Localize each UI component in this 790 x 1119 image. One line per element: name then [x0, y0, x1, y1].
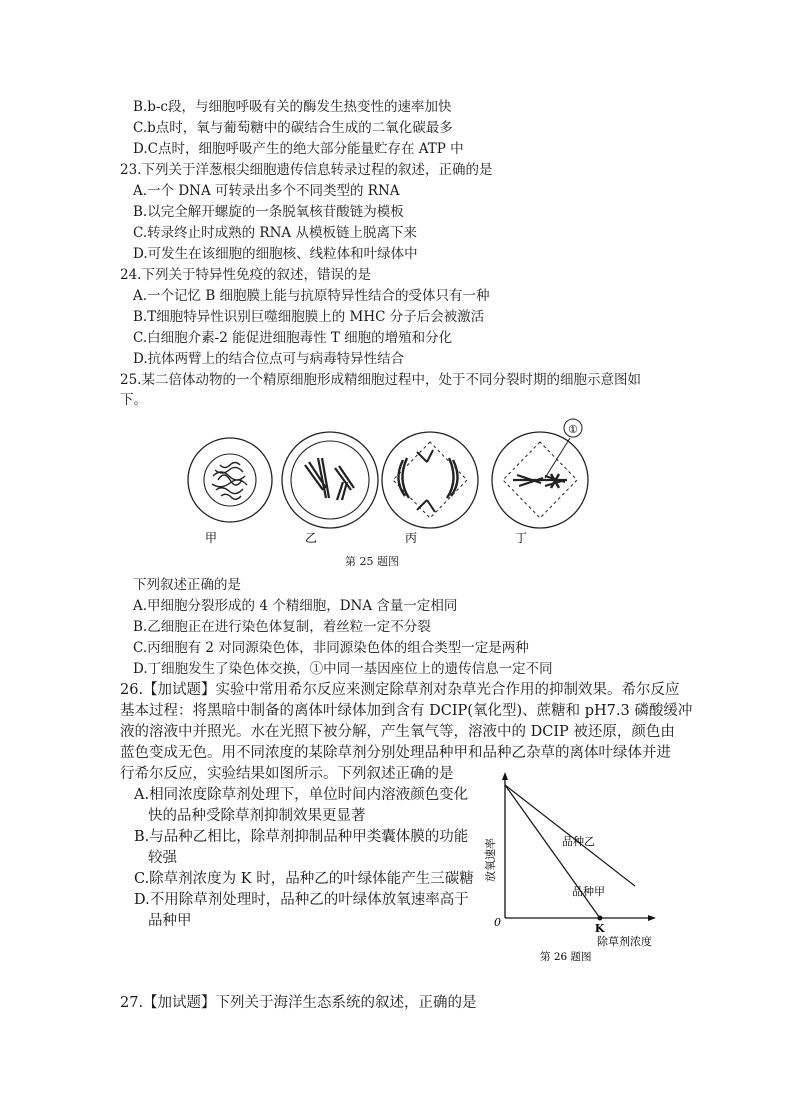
origin-label: 0: [494, 916, 501, 929]
label-ding: 丁: [515, 531, 528, 545]
q24-option-d: D.抗体两臂上的结合位点可与病毒特异性结合: [133, 351, 405, 367]
y-axis-label: 放氧速率: [484, 838, 497, 882]
q23-option-c: C.转录终止时成熟的 RNA 从模板链上脱离下来: [133, 225, 417, 241]
q25-option-c: C.丙细胞有 2 对同源染色体，非同源染色体的组合类型一定是两种: [133, 640, 529, 656]
q22-option-d: D.C点时，细胞呼吸产生的绝大部分能量贮存在 ATP 中: [133, 141, 464, 157]
y-axis-arrow: [502, 772, 508, 780]
q23-option-a: A.一个 DNA 可转录出多个不同类型的 RNA: [133, 183, 400, 199]
q26-option-c: C.除草剂浓度为 K 时，品种乙的叶绿体能产生三碳糖: [134, 871, 474, 887]
series-label-yi: 品种乙: [562, 835, 595, 848]
q25-option-b: B.乙细胞正在进行染色体复制，着丝粒一定不分裂: [133, 619, 431, 635]
label-bing: 丙: [405, 531, 418, 545]
label-yi: 乙: [305, 531, 318, 545]
q25-option-a: A.甲细胞分裂形成的 4 个精细胞，DNA 含量一定相同: [133, 598, 458, 614]
x-axis-arrow: [648, 915, 656, 921]
q24-option-c: C.白细胞介素-2 能促进细胞毒性 T 细胞的增殖和分化: [133, 330, 453, 346]
q27-stem: 27.【加试题】下列关于海洋生态系统的叙述，正确的是: [120, 995, 477, 1011]
q23-option-d: D.可发生在该细胞的细胞核、线粒体和叶绿体中: [133, 246, 418, 262]
q26-stem-line4: 蓝色变成无色。用不同浓度的某除草剂分别处理品种甲和品种乙杂草的离体叶绿体并进: [120, 745, 671, 761]
q23-option-b: B.以完全解开螺旋的一条脱氧核苷酸链为模板: [133, 204, 404, 220]
q24-option-b: B.T细胞特异性识别巨噬细胞膜上的 MHC 分子后会被激活: [133, 309, 485, 325]
q26-option-b-line2: 较强: [148, 850, 177, 866]
q24-option-a: A.一个记忆 B 细胞膜上能与抗原特异性结合的受体只有一种: [133, 288, 490, 304]
series-line-jia: [505, 785, 600, 918]
cell-jia: [188, 438, 272, 522]
q26-option-d-line2: 品种甲: [148, 913, 192, 929]
marker-circled-1: ①: [568, 423, 578, 436]
k-label: K: [594, 922, 605, 935]
q26-stem-line5: 行希尔反应，实验结果如图所示。下列叙述正确的是: [120, 766, 454, 782]
cell-bing: [382, 432, 478, 528]
q26-option-a-line2: 快的品种受除草剂抑制效果更显著: [148, 808, 366, 824]
q24-stem: 24.下列关于特异性免疫的叙述，错误的是: [120, 267, 371, 283]
q26-stem-line2: 基本过程：将黑暗中制备的离体叶绿体加到含有 DCIP(氧化型)、蔗糖和 pH7.3 磷酸缓冲: [120, 703, 693, 719]
q26-stem-line1: 26.【加试题】实验中常用希尔反应来测定除草剂对杂草光合作用的抑制效果。希尔反应: [120, 682, 680, 698]
q25-prompt: 下列叙述正确的是: [133, 577, 241, 593]
q22-option-c: C.b点时，氧与葡萄糖中的碳结合生成的二氧化碳最多: [133, 120, 453, 136]
q26-option-b-line1: B.与品种乙相比，除草剂抑制品种甲类囊体膜的功能: [134, 829, 469, 845]
q25-caption: 第 25 题图: [345, 555, 399, 568]
label-jia: 甲: [205, 531, 218, 545]
x-axis-label: 除草剂浓度: [597, 935, 652, 948]
series-label-jia: 品种甲: [572, 885, 605, 898]
q26-option-a-line1: A.相同浓度除草剂处理下，单位时间内溶液颜色变化: [134, 787, 469, 803]
q23-stem: 23.下列关于洋葱根尖细胞遗传信息转录过程的叙述，正确的是: [120, 162, 493, 178]
q25-cell-figure: [185, 423, 605, 570]
cell-yi: [282, 432, 378, 528]
q26-chart: [480, 770, 660, 963]
q26-caption: 第 26 题图: [540, 951, 592, 963]
q26-stem-line3: 液的溶液中并照光。水在光照下被分解，产生氧气等，溶液中的 DCIP 被还原，颜色由: [120, 724, 675, 740]
q25-stem-line1: 25.某二倍体动物的一个精原细胞形成精细胞过程中，处于不同分裂时期的细胞示意图如: [120, 372, 641, 388]
q22-option-b: B.b-c段，与细胞呼吸有关的酶发生热变性的速率加快: [133, 99, 452, 115]
k-point: [597, 916, 602, 921]
q25-option-d: D.丁细胞发生了染色体交换，①中同一基因座位上的遗传信息一定不同: [133, 661, 553, 677]
q25-stem-line2: 下。: [120, 392, 147, 408]
q26-option-d-line1: D.不用除草剂处理时，品种乙的叶绿体放氧速率高于: [134, 892, 469, 908]
